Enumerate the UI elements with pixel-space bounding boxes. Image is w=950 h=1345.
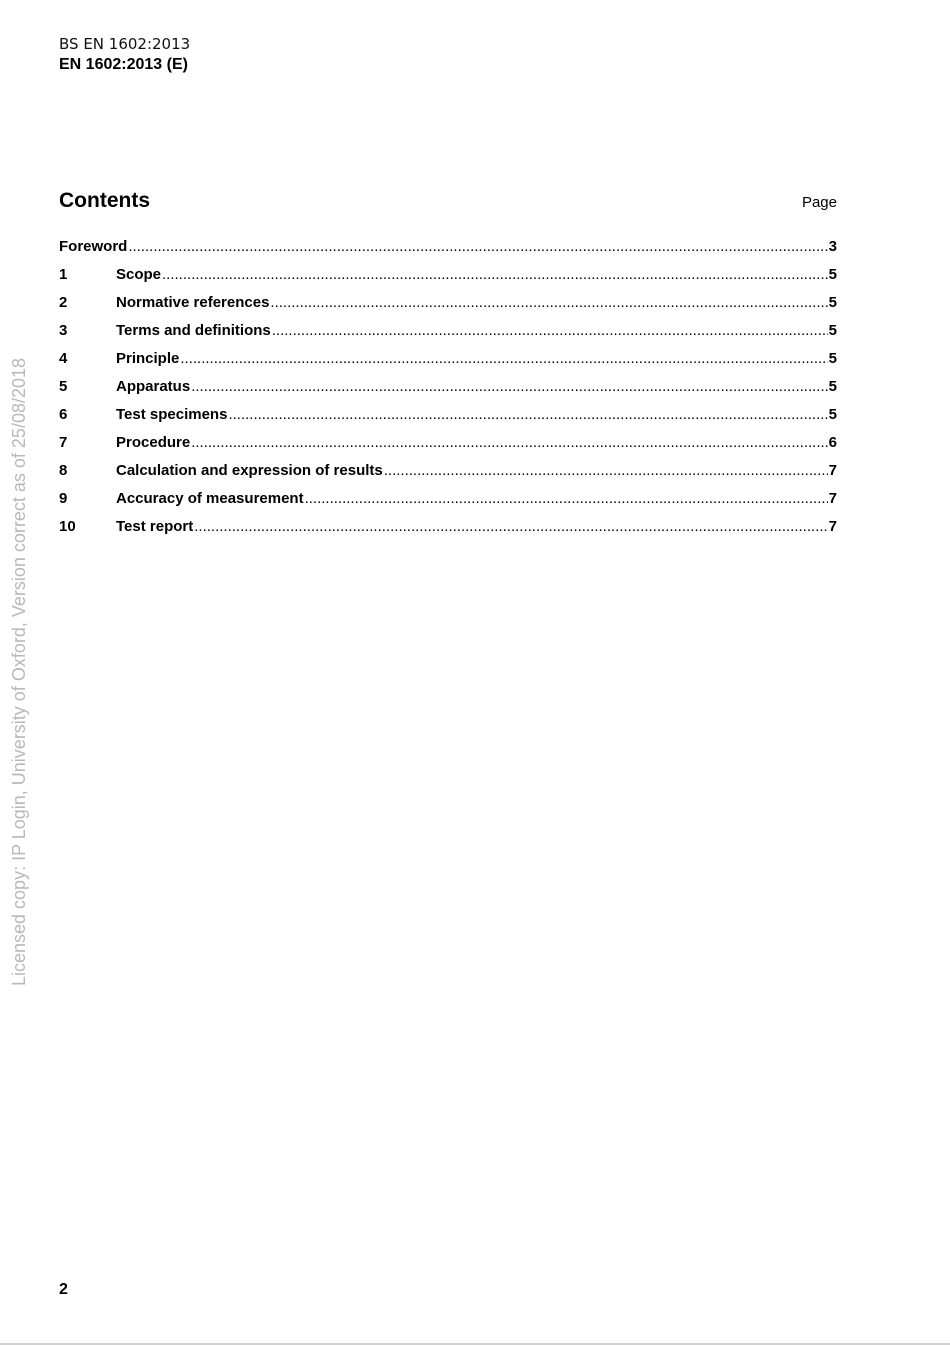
- toc-entry-number: 6: [59, 406, 68, 423]
- standard-edition: EN 1602:2013 (E): [59, 56, 188, 73]
- toc-entry-page: 5: [828, 294, 837, 311]
- toc-entry-title: Principle: [116, 350, 180, 367]
- toc-entry-number: 9: [59, 490, 68, 507]
- toc-entry-page: 5: [828, 266, 837, 283]
- page-number: 2: [59, 1281, 68, 1298]
- toc-entry-number: 2: [59, 294, 68, 311]
- toc-entry-page: 3: [828, 238, 837, 255]
- toc-entry-number: 1: [59, 266, 68, 283]
- toc-entry-number: 8: [59, 462, 68, 479]
- toc-entry-test-specimens[interactable]: [59, 405, 837, 433]
- toc-entry-page: 5: [828, 350, 837, 367]
- toc-dot-leader: [194, 517, 827, 537]
- toc-dot-leader: [191, 377, 827, 397]
- toc-entry-apparatus[interactable]: [59, 377, 837, 405]
- toc-entry-accuracy-of-measurement[interactable]: [59, 489, 837, 517]
- toc-entry-page: 6: [828, 434, 837, 451]
- toc-entry-principle[interactable]: [59, 349, 837, 377]
- toc-entry-title: Test specimens: [116, 406, 228, 423]
- toc-entry-foreword[interactable]: [59, 237, 837, 265]
- toc-entry-test-report[interactable]: [59, 517, 837, 545]
- license-watermark: Licensed copy: IP Login, University of Oxford, Version correct as of 25/08/2018: [9, 357, 29, 987]
- toc-entry-scope[interactable]: [59, 265, 837, 293]
- standard-designation: BS EN 1602:2013: [59, 35, 191, 53]
- toc-dot-leader: [191, 433, 827, 453]
- toc-entry-title: Accuracy of measurement: [116, 490, 304, 507]
- toc-entry-title: Terms and definitions: [116, 322, 271, 339]
- toc-entry-page: 5: [828, 378, 837, 395]
- toc-entry-title: Procedure: [116, 434, 191, 451]
- table-of-contents: [59, 237, 837, 545]
- toc-dot-leader: [162, 265, 828, 285]
- toc-dot-leader: [128, 237, 827, 257]
- toc-entry-title: Test report: [116, 518, 194, 535]
- toc-dot-leader: [384, 461, 828, 481]
- toc-dot-leader: [305, 489, 828, 509]
- toc-entry-title: Foreword: [59, 238, 128, 255]
- toc-entry-number: 4: [59, 350, 68, 367]
- toc-entry-calculation-and-expression-of-results[interactable]: [59, 461, 837, 489]
- toc-entry-procedure[interactable]: [59, 433, 837, 461]
- toc-entry-title: Apparatus: [116, 378, 191, 395]
- toc-entry-number: 3: [59, 322, 68, 339]
- toc-entry-page: 7: [828, 490, 837, 507]
- page-column-label: Page: [801, 194, 837, 211]
- toc-dot-leader: [180, 349, 827, 369]
- toc-entry-title: Normative references: [116, 294, 270, 311]
- toc-entry-number: 7: [59, 434, 68, 451]
- toc-dot-leader: [228, 405, 827, 425]
- contents-heading: Contents: [59, 189, 150, 212]
- toc-entry-normative-references[interactable]: [59, 293, 837, 321]
- toc-entry-title: Calculation and expression of results: [116, 462, 383, 479]
- toc-entry-page: 7: [828, 518, 837, 535]
- toc-entry-page: 5: [828, 406, 837, 423]
- toc-entry-terms-and-definitions[interactable]: [59, 321, 837, 349]
- toc-entry-page: 7: [828, 462, 837, 479]
- toc-entry-page: 5: [828, 322, 837, 339]
- toc-entry-title: Scope: [116, 266, 162, 283]
- toc-dot-leader: [270, 293, 827, 313]
- toc-dot-leader: [272, 321, 828, 341]
- toc-entry-number: 10: [59, 518, 76, 535]
- toc-entry-number: 5: [59, 378, 68, 395]
